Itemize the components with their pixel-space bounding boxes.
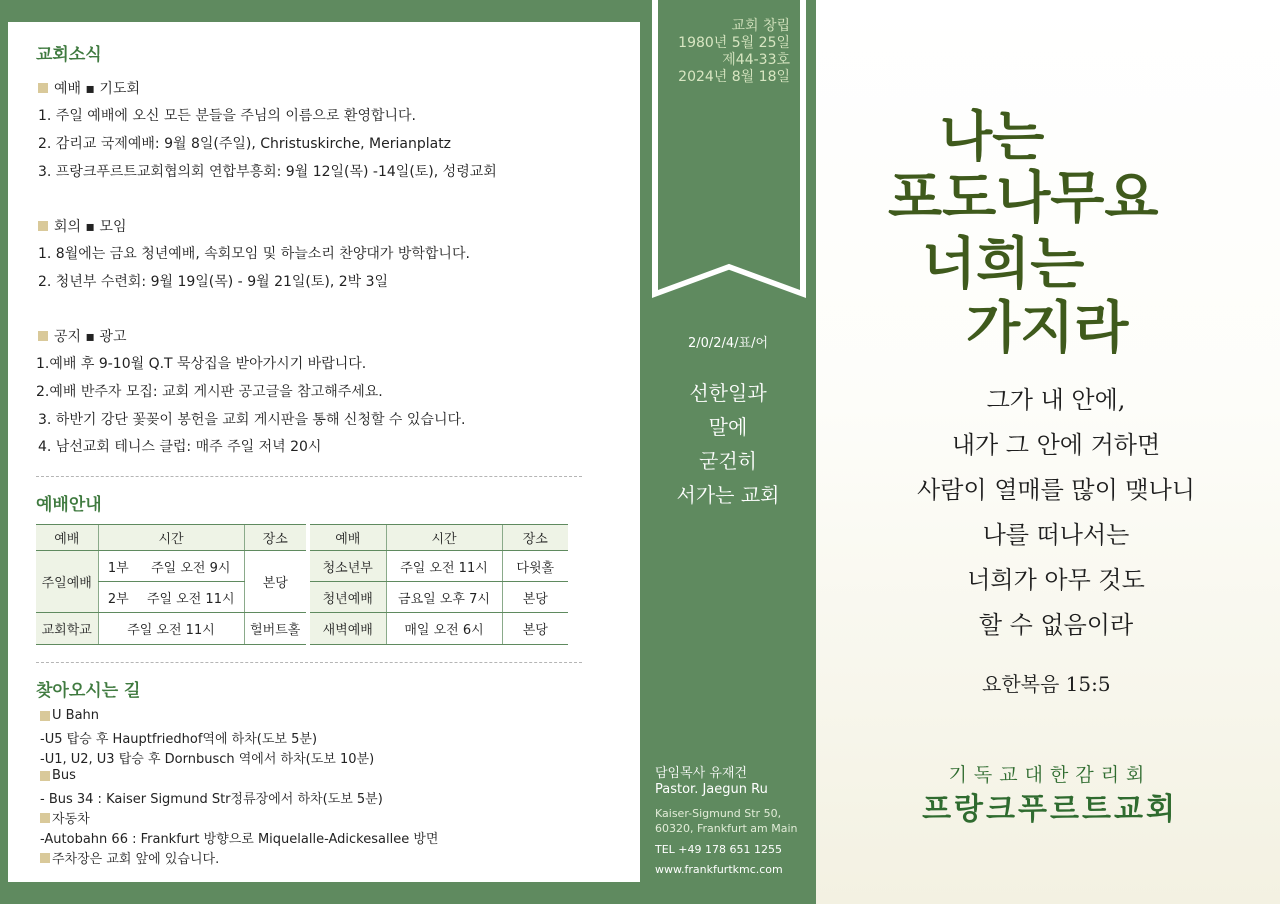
verse-line: 사람이 열매를 많이 맺나니	[917, 476, 1195, 504]
church-name: 프랑크푸르트교회	[922, 792, 1178, 827]
table-cell: 다윗홀	[502, 551, 568, 582]
cover-title-line: 포도나무요	[888, 165, 1159, 231]
cover-title-line: 너희는	[922, 231, 1085, 297]
motto-line: 서가는 교회	[676, 483, 780, 507]
pastor-info	[655, 766, 768, 798]
list-item: 2. 청년부 수련회: 9월 19일(목) - 9월 21일(토), 2박 3일	[38, 274, 389, 290]
bullet-square-icon	[38, 331, 48, 341]
table-cell: 주일 오전 11시	[386, 551, 502, 582]
list-item: 4. 남선교회 테니스 클럽: 매주 주일 저녁 20시	[38, 439, 322, 455]
cover-title-line: 가지라	[966, 295, 1129, 361]
cover-title-line: 나는	[940, 104, 1045, 168]
left-green-band	[0, 0, 8, 904]
divider	[36, 476, 582, 477]
list-item: 1.예배 후 9-10월 Q.T 묵상집을 받아가시기 바랍니다.	[36, 356, 367, 372]
table-row	[36, 551, 306, 582]
list-item: 1. 주일 예배에 오신 모든 분들을 주님의 이름으로 환영합니다.	[38, 108, 416, 124]
worship-prayer-heading: 예배 ▪ 기도회	[38, 78, 140, 98]
table-header: 시간	[386, 525, 502, 551]
ubahn-heading: U Bahn	[40, 708, 99, 723]
table-cell: 본당	[502, 582, 568, 613]
table-cell: 교회학교	[36, 613, 98, 645]
list-item: -Autobahn 66 : Frankfurt 방향으로 Miquelalle-Adickesallee 방면	[40, 832, 439, 847]
table-cell: 매일 오전 6시	[386, 613, 502, 645]
worship-schedule-table	[36, 524, 306, 645]
address-line: 60320, Frankfurt am Main	[655, 822, 798, 835]
address-line: Kaiser-Sigmund Str 50,	[655, 807, 782, 820]
motto-line: 선한일과	[689, 381, 767, 405]
notices-heading: 공지 ▪ 광고	[38, 326, 127, 346]
list-item: 2. 감리교 국제예배: 9월 8일(주일), Christuskirche, Merianplatz	[38, 136, 452, 152]
table-cell: 본당	[502, 613, 568, 645]
bible-verse	[860, 378, 1252, 648]
verse-line: 할 수 없음이라	[978, 611, 1134, 639]
list-item: -U1, U2, U3 탑승 후 Dornbusch 역에서 하차(도보 10분)	[40, 752, 375, 767]
bullet-square-icon	[40, 771, 50, 781]
list-item: 1. 8월에는 금요 청년예배, 속회모임 및 하늘소리 찬양대가 방학합니다.	[38, 246, 470, 262]
table-row	[310, 551, 568, 582]
denomination-name: 기독교대한감리회	[948, 764, 1152, 786]
verse-reference: 요한복음 15:5	[982, 672, 1111, 696]
table-cell: 본당	[244, 551, 306, 613]
bus-heading: Bus	[40, 768, 76, 783]
issue-info	[658, 18, 790, 86]
motto	[640, 376, 816, 512]
bullet-square-icon	[38, 221, 48, 231]
car-heading: 자동차	[40, 808, 90, 827]
worship-guide-title: 예배안내	[36, 495, 102, 515]
bullet-square-icon	[40, 853, 50, 863]
table-header: 장소	[502, 525, 568, 551]
table-cell: 주일 오전 11시	[138, 582, 244, 613]
list-item: - Bus 34 : Kaiser Sigmund Str정류장에서 하차(도보 5분)	[40, 792, 383, 807]
table-header: 예배	[36, 525, 98, 551]
top-green-band	[0, 0, 640, 22]
bullet-square-icon	[38, 83, 48, 93]
verse-line: 나를 떠나서는	[982, 521, 1130, 549]
list-item: 3. 하반기 강단 꽃꽂이 봉헌을 교회 게시판을 통해 신청할 수 있습니다.	[38, 412, 466, 428]
bullet-square-icon	[40, 813, 50, 823]
verse-line: 그가 내 안에,	[986, 386, 1126, 414]
table-cell: 청소년부	[310, 551, 386, 582]
phone-number: TEL +49 178 651 1255	[655, 843, 782, 856]
table-cell: 주일 오전 11시	[98, 613, 244, 645]
table-row	[310, 613, 568, 645]
table-row	[310, 525, 568, 551]
table-cell: 2부	[98, 582, 138, 613]
table-row	[310, 582, 568, 613]
table-header: 장소	[244, 525, 306, 551]
motto-code: 2/0/2/4/표/어	[687, 336, 769, 351]
table-cell: 1부	[98, 551, 138, 582]
bulletin-date: 2024년 8월 18일	[678, 69, 790, 85]
directions-title: 찾아오시는 길	[36, 681, 141, 701]
table-header: 예배	[310, 525, 386, 551]
founded-date: 1980년 5월 25일	[678, 35, 790, 51]
table-cell: 헐버트홀	[244, 613, 306, 645]
list-item: 2.예배 반주자 모집: 교회 게시판 공고글을 참고해주세요.	[36, 384, 383, 400]
worship-schedule-table-2	[310, 524, 568, 645]
website-link[interactable]: www.frankfurtkmc.com	[655, 863, 783, 876]
table-cell: 청년예배	[310, 582, 386, 613]
table-cell: 주일예배	[36, 551, 98, 613]
list-item: -U5 탑승 후 Hauptfriedhof역에 하차(도보 5분)	[40, 732, 318, 747]
list-item: 3. 프랑크푸르트교회협의회 연합부흥회: 9월 12일(목) -14일(토), 성령교회	[38, 164, 497, 180]
motto-line: 굳건히	[699, 449, 757, 473]
founded-label: 교회 창립	[731, 18, 790, 34]
issue-number: 제44-33호	[722, 52, 790, 68]
divider	[36, 662, 582, 663]
bottom-green-band	[0, 882, 640, 904]
pastor-name-en: Pastor. Jaegun Ru	[655, 782, 768, 797]
table-cell: 금요일 오후 7시	[386, 582, 502, 613]
bullet-square-icon	[40, 711, 50, 721]
news-title: 교회소식	[36, 45, 102, 65]
verse-line: 내가 그 안에 거하면	[951, 431, 1161, 459]
inner-page	[8, 22, 640, 882]
table-cell: 새벽예배	[310, 613, 386, 645]
verse-line: 너희가 아무 것도	[967, 566, 1145, 594]
table-cell: 주일 오전 9시	[138, 551, 244, 582]
pastor-name-kr: 담임목사 유재건	[655, 766, 748, 781]
motto-line: 말에	[708, 415, 748, 439]
table-row	[36, 613, 306, 645]
parking-note: 주차장은 교회 앞에 있습니다.	[40, 848, 219, 867]
church-address	[655, 806, 798, 836]
meetings-heading: 회의 ▪ 모임	[38, 216, 127, 236]
table-row	[36, 525, 306, 551]
table-header: 시간	[98, 525, 244, 551]
